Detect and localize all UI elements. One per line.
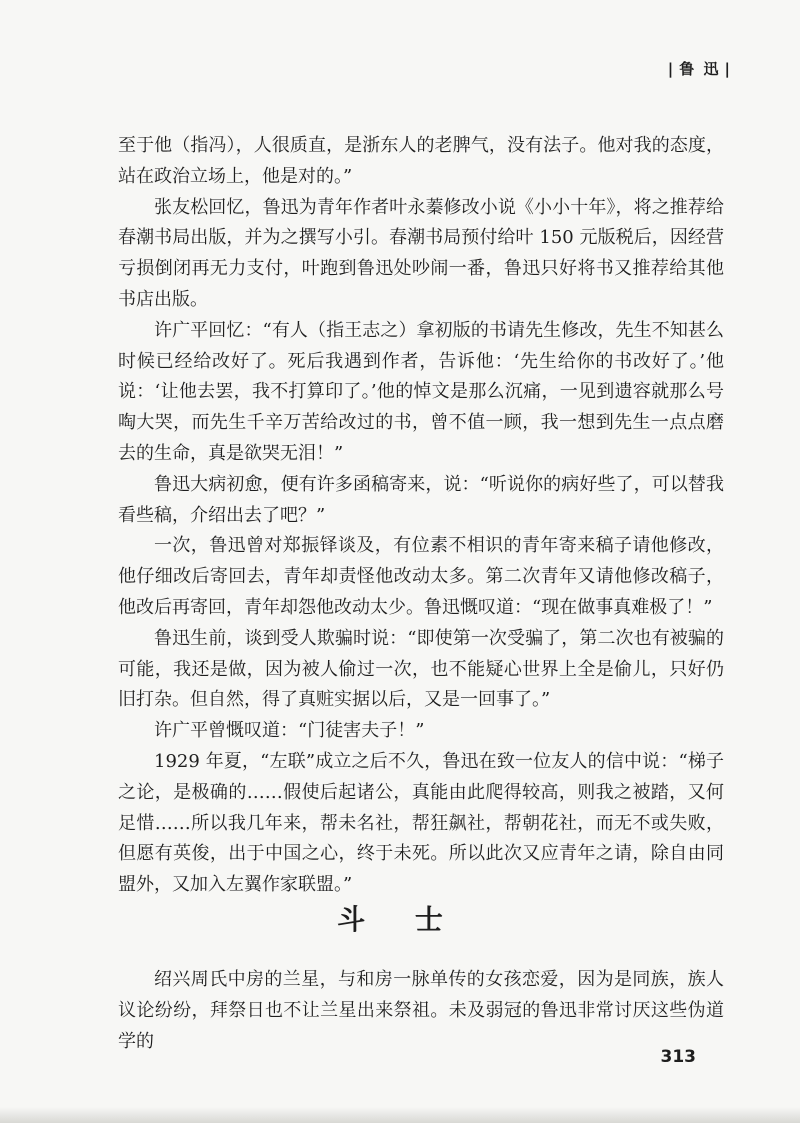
page-edge-shadow (0, 1107, 800, 1123)
paragraph: 鲁迅大病初愈，便有许多函稿寄来，说：“听说你的病好些了，可以替我看些稿，介绍出去了吧？” (118, 473, 724, 526)
body-text-bottom (118, 965, 724, 1057)
page-number: 313 (660, 1047, 696, 1067)
paragraph: 许广平曾慨叹道：“门徒害夫子！” (154, 720, 425, 742)
paragraph: 鲁迅生前，谈到受人欺骗时说：“即使第一次受骗了，第二次也有被骗的可能，我还是做，因为被人偷过一次，也不能疑心世界上全是偷儿，只好仍旧打杂。但自然，得了真赃实据以后，又是一回事了。” (118, 627, 724, 711)
paragraph: 至于他（指冯），人很质直，是浙东人的老脾气，没有法子。他对我的态度，站在政治立场上，他是对的。” (118, 135, 724, 187)
header-bar-right: | (724, 60, 732, 78)
body-text-top (118, 131, 724, 901)
paragraph: 张友松回忆，鲁迅为青年作者叶永蓁修改小说《小小十年》，将之推荐给春潮书局出版，并为之撰写小引。春潮书局预付给叶 150 元版税后，因经营亏损倒闭再无力支付，叶跑到鲁迅处吵闹一番，鲁迅只好将书又推荐给其他书店出版。 (118, 196, 724, 310)
paragraph: 一次，鲁迅曾对郑振铎谈及，有位素不相识的青年寄来稿子请他修改，他仔细改后寄回去，青年却责怪他改动太多。第二次青年又请他修改稿子，他改后再寄回，青年却怨他改动太少。鲁迅慨叹道：“现在做事真难极了！” (118, 535, 724, 618)
header-bar-left: | (667, 60, 676, 78)
paragraph: 许广平回忆：“有人（指王志之）拿初版的书请先生修改，先生不知甚么时候已经给改好了。死后我遇到作者，告诉他：‘先生给你的书改好了。’他说：‘让他去罢，我不打算印了。’他的悼文是那么沉痛，一见到遗容就那么号啕大哭，而先生千辛万苦给改过的书，曾不值一顾，我一想到先生一点点磨去的生命，真是欲哭无泪！” (118, 319, 724, 464)
running-header (664, 58, 736, 79)
chapter-title: 鲁 迅 (679, 60, 721, 78)
paragraph: 1929 年夏，“左联”成立之后不久，鲁迅在致一位友人的信中说：“梯子之论，是极确的……假使后起诸公，真能由此爬得较高，则我之被踏，又何足惜……所以我几年来，帮未名社，帮狂飙社，帮朝花社，而无不或失败，但愿有英俊，出于中国之心，终于未死。所以此次又应青年之请，除自由同盟外，又加入左翼作家联盟。” (118, 750, 724, 896)
section-heading: 斗 士 (337, 903, 463, 936)
paragraph: 绍兴周氏中房的兰星，与和房一脉单传的女孩恋爱，因为是同族，族人议论纷纷，拜祭日也不让兰星出来祭祖。未及弱冠的鲁迅非常讨厌这些伪道学的 (118, 969, 724, 1052)
